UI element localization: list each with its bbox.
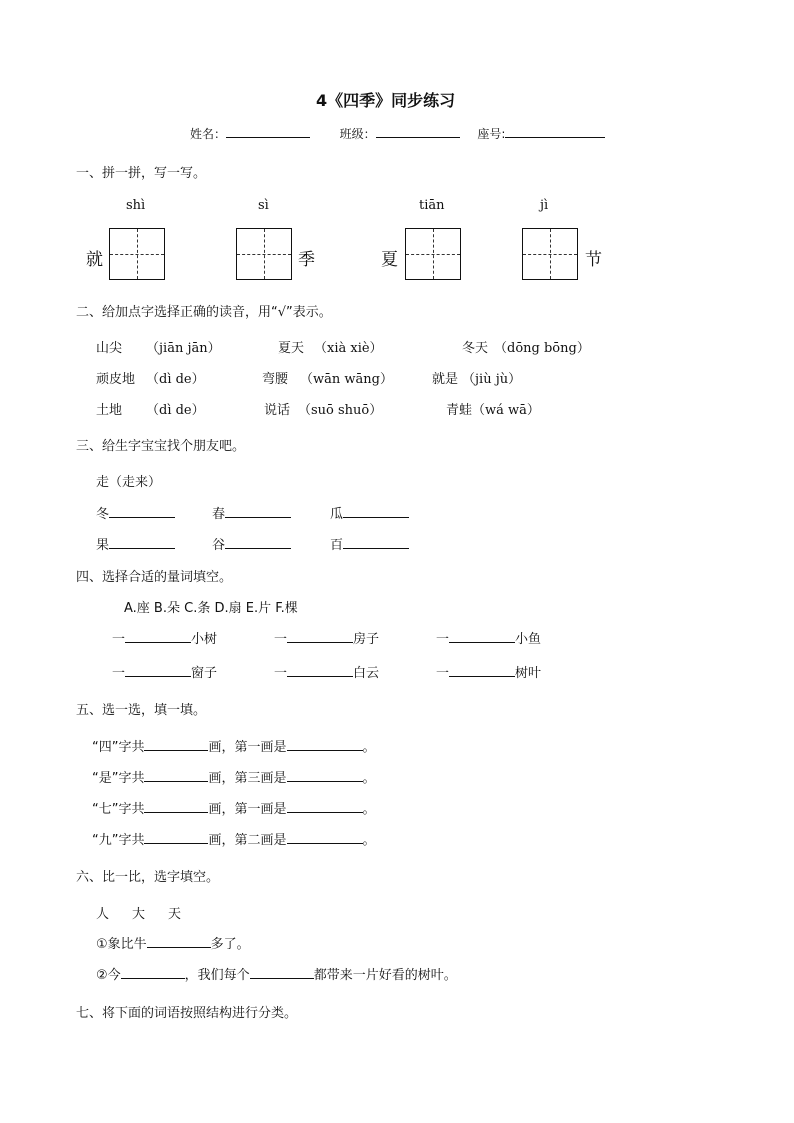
s4-blank[interactable]	[287, 663, 353, 677]
s2-word: 夏天	[278, 341, 305, 356]
s2-word: 弯腰	[262, 372, 289, 387]
s4-blank[interactable]	[125, 629, 191, 643]
section-2-heading: 二、给加点字选择正确的读音，用“√”表示。	[76, 305, 332, 320]
s4-blank[interactable]	[125, 663, 191, 677]
s4-item: 一 树叶	[436, 662, 541, 681]
s3-blank[interactable]	[343, 535, 409, 549]
s3-item: 瓜	[330, 503, 409, 522]
s5-row: “四”字共 画，第一画是 。	[92, 736, 376, 755]
s5-row: “九”字共 画，第二画是 。	[92, 829, 376, 848]
s5-stroke-count-blank[interactable]	[144, 737, 208, 751]
circled-number: ②	[96, 968, 108, 983]
page-title: 4《四季》同步练习	[316, 91, 456, 110]
s3-item: 春	[212, 503, 291, 522]
s3-blank[interactable]	[225, 504, 291, 518]
s2-word: 山尖	[96, 341, 123, 356]
char-jie: 节	[585, 250, 602, 270]
s2-options[interactable]: （dì de）	[146, 403, 205, 418]
s4-options: A.座 B.朵 C.条 D.扇 E.片 F.棵	[124, 601, 298, 616]
section-4-heading: 四、选择合适的量词填空。	[76, 570, 233, 585]
s6-blank[interactable]	[121, 965, 185, 979]
s6-char: 天	[168, 907, 182, 922]
writing-grid-1[interactable]	[109, 228, 165, 280]
s5-stroke-count-blank[interactable]	[144, 768, 208, 782]
char-xia: 夏	[381, 250, 398, 270]
s5-stroke-blank[interactable]	[287, 737, 363, 751]
s2-word: 青蛙	[446, 403, 473, 418]
writing-grid-3[interactable]	[405, 228, 461, 280]
s4-blank[interactable]	[449, 629, 515, 643]
s2-word: 冬天	[462, 341, 489, 356]
writing-grid-4[interactable]	[522, 228, 578, 280]
s4-item: 一 房子	[274, 628, 379, 647]
s3-example: 走（走来）	[96, 475, 162, 490]
student-info-line	[190, 124, 605, 142]
section-6-heading: 六、比一比，选字填空。	[76, 870, 220, 885]
seat-blank[interactable]	[505, 124, 605, 138]
s6-question-2: ②今 ，我们每个 都带来一片好看的树叶。	[96, 964, 457, 983]
name-label: 姓名：	[190, 127, 227, 141]
s2-options[interactable]: （jiān jān）	[146, 341, 221, 356]
s6-blank[interactable]	[250, 965, 314, 979]
pinyin-1: shì	[126, 198, 146, 213]
writing-grid-2[interactable]	[236, 228, 292, 280]
s2-options[interactable]: （jiù jù）	[462, 372, 522, 387]
s6-char: 人	[96, 907, 110, 922]
s4-item: 一 小树	[112, 628, 217, 647]
pinyin-3: tiān	[419, 198, 445, 213]
section-7-heading: 七、将下面的词语按照结构进行分类。	[76, 1006, 298, 1021]
class-blank[interactable]	[376, 124, 460, 138]
s5-stroke-blank[interactable]	[287, 799, 363, 813]
s4-item: 一 小鱼	[436, 628, 541, 647]
s2-options[interactable]: （xià xiè）	[314, 341, 383, 356]
s2-word: 土地	[96, 403, 123, 418]
s3-blank[interactable]	[225, 535, 291, 549]
s4-blank[interactable]	[449, 663, 515, 677]
s2-options[interactable]: （suō shuō）	[298, 403, 383, 418]
s3-item: 百	[330, 534, 409, 553]
s4-item: 一 白云	[274, 662, 379, 681]
s3-item: 果	[96, 534, 175, 553]
section-5-heading: 五、选一选，填一填。	[76, 703, 207, 718]
s5-stroke-blank[interactable]	[287, 830, 363, 844]
s4-item: 一 窗子	[112, 662, 217, 681]
section-3-heading: 三、给生字宝宝找个朋友吧。	[76, 439, 246, 454]
char-ji-season: 季	[298, 250, 315, 270]
s3-item: 谷	[212, 534, 291, 553]
s2-word: 就是	[432, 372, 459, 387]
s6-char: 大	[132, 907, 146, 922]
section-1-heading: 一、拼一拼，写一写。	[76, 166, 207, 181]
s2-options[interactable]: （wān wāng）	[300, 372, 393, 387]
pinyin-2: sì	[258, 198, 269, 213]
s5-stroke-count-blank[interactable]	[144, 830, 208, 844]
s5-row: “七”字共 画，第一画是 。	[92, 798, 376, 817]
s3-blank[interactable]	[343, 504, 409, 518]
s2-options[interactable]: （dōng bōng）	[494, 341, 590, 356]
s2-options[interactable]: （wá wā）	[472, 403, 540, 418]
s3-item: 冬	[96, 503, 175, 522]
circled-number: ①	[96, 937, 108, 952]
s3-blank[interactable]	[109, 535, 175, 549]
seat-label: 座号:	[477, 127, 506, 141]
name-blank[interactable]	[226, 124, 310, 138]
s5-stroke-blank[interactable]	[287, 768, 363, 782]
char-jiu: 就	[86, 250, 103, 270]
s2-word: 顽皮地	[96, 372, 136, 387]
s3-blank[interactable]	[109, 504, 175, 518]
s2-options[interactable]: （dì de）	[146, 372, 205, 387]
s2-word: 说话	[264, 403, 291, 418]
s6-blank[interactable]	[147, 934, 211, 948]
s5-row: “是”字共 画，第三画是 。	[92, 767, 376, 786]
class-label: 班级：	[339, 127, 376, 141]
s5-stroke-count-blank[interactable]	[144, 799, 208, 813]
s6-question-1: ①象比牛 多了。	[96, 933, 250, 952]
s4-blank[interactable]	[287, 629, 353, 643]
pinyin-4: jì	[540, 198, 549, 213]
